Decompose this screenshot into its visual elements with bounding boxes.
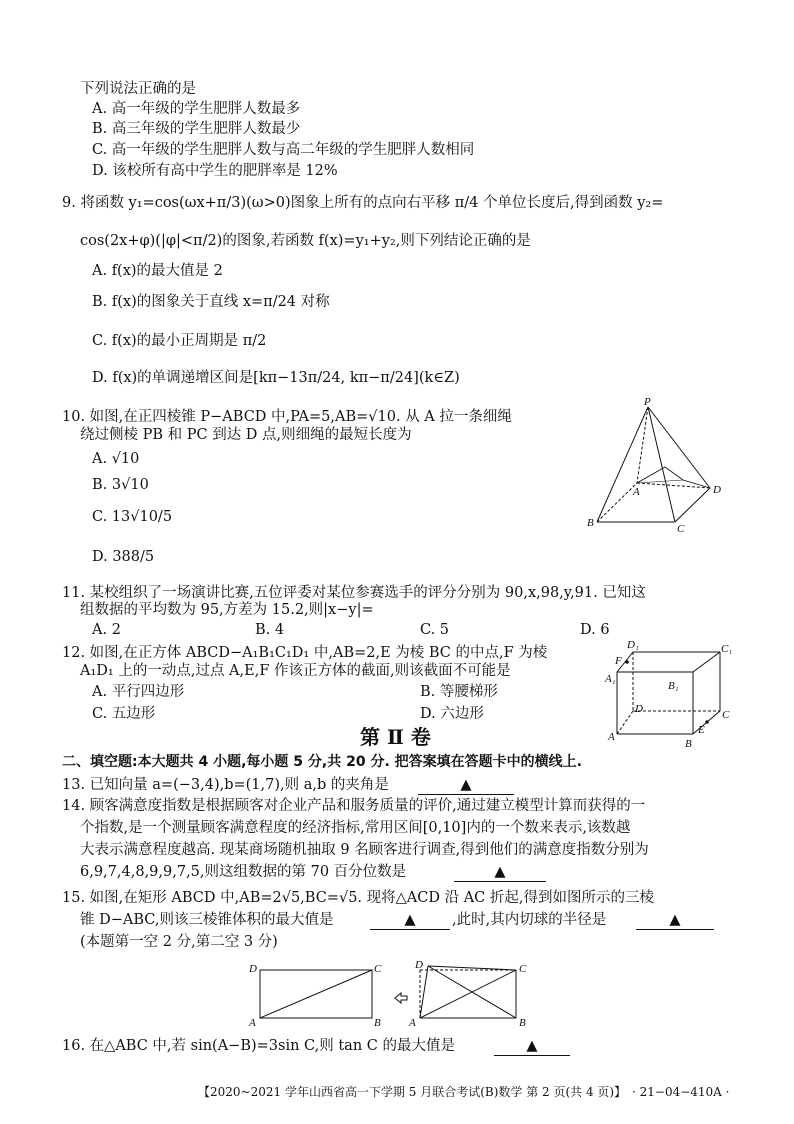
fig15-label-d: D bbox=[249, 963, 257, 975]
q15-answer-blank-2: ▲ bbox=[636, 911, 714, 930]
pyramid-figure bbox=[585, 395, 735, 535]
fig15-folded-label-d: D bbox=[415, 959, 423, 971]
fig15-folded-label-c: C bbox=[519, 963, 527, 975]
fig12-label-a: A bbox=[608, 731, 615, 743]
fig12-label-b1: B₁ bbox=[668, 680, 679, 692]
q14-line2: 个指数,是一个测量顾客满意程度的经济指标,常用区间[0,10]内的一个数来表示,该数越 bbox=[80, 820, 631, 836]
q9-option-a: A. f(x)的最大值是 2 bbox=[92, 263, 223, 279]
fig10-label-a: A bbox=[633, 486, 640, 498]
q11-option-b: B. 4 bbox=[255, 622, 285, 638]
fig10-label-d: D bbox=[713, 484, 721, 496]
q13-text: 13. 已知向量 a=(−3,4),b=(1,7),则 a,b 的夹角是 bbox=[62, 777, 389, 793]
fig15-folded-label-b: B bbox=[519, 1017, 526, 1029]
q12-option-b: B. 等腰梯形 bbox=[420, 684, 498, 700]
q16-answer-blank: ▲ bbox=[494, 1037, 570, 1056]
fig10-label-c: C bbox=[677, 523, 685, 535]
q12-option-a: A. 平行四边形 bbox=[92, 684, 185, 700]
fig12-label-f: F bbox=[615, 655, 622, 667]
cube-figure bbox=[605, 636, 733, 751]
page-footer-left: 【2020~2021 学年山西省高一下学期 5 月联合考试(B)数学 第 2 页(共 4 页)】 bbox=[198, 1085, 627, 1099]
q13-answer-blank: ▲ bbox=[418, 776, 514, 795]
fig15-label-a: A bbox=[249, 1017, 256, 1029]
q16-text: 16. 在△ABC 中,若 sin(A−B)=3sin C,则 tan C 的最大值是 bbox=[62, 1038, 455, 1054]
part2-title: 第 Ⅱ 卷 bbox=[360, 725, 431, 749]
q14-answer-blank: ▲ bbox=[454, 863, 546, 882]
fig15-folded-label-a: A bbox=[409, 1017, 416, 1029]
q11-option-a: A. 2 bbox=[92, 622, 121, 638]
fig10-label-b: B bbox=[587, 517, 594, 529]
fig12-label-a1: A₁ bbox=[605, 673, 616, 685]
q12-option-c: C. 五边形 bbox=[92, 706, 156, 722]
q15-line2a: 锥 D−ABC,则该三棱锥体积的最大值是 bbox=[80, 912, 334, 928]
q8-intro: 下列说法正确的是 bbox=[80, 81, 196, 97]
q11-line2: 组数据的平均数为 95,方差为 15.2,则|x−y|= bbox=[80, 602, 374, 618]
q14-line3: 大表示满意程度越高. 现某商场随机抽取 9 名顾客进行调查,得到他们的满意度指数分别为 bbox=[80, 842, 649, 858]
fill-in-section-heading: 二、填空题:本大题共 4 小题,每小题 5 分,共 20 分. 把答案填在答题卡中的横线上. bbox=[62, 754, 582, 770]
q10-line1: 10. 如图,在正四棱锥 P−ABCD 中,PA=5,AB=√10. 从 A 拉一条细绳 bbox=[62, 409, 512, 425]
q10-option-b: B. 3√10 bbox=[92, 477, 149, 493]
q8-option-c: C. 高一年级的学生肥胖人数与高二年级的学生肥胖人数相同 bbox=[92, 142, 475, 158]
q15-line3: (本题第一空 2 分,第二空 3 分) bbox=[80, 934, 278, 950]
q8-option-a: A. 高一年级的学生肥胖人数最多 bbox=[92, 101, 301, 117]
q10-option-a: A. √10 bbox=[92, 451, 140, 467]
fig12-label-c: C bbox=[722, 709, 730, 721]
fig12-label-e: E bbox=[698, 724, 705, 736]
q11-line1: 11. 某校组织了一场演讲比赛,五位评委对某位参赛选手的评分分别为 90,x,98,y,91. 已知这 bbox=[62, 585, 646, 601]
q10-option-c: C. 13√10/5 bbox=[92, 509, 173, 525]
q15-line1: 15. 如图,在矩形 ABCD 中,AB=2√5,BC=√5. 现将△ACD 沿 AC 折起,得到如图所示的三棱 bbox=[62, 890, 654, 906]
q14-line1: 14. 顾客满意度指数是根据顾客对企业产品和服务质量的评价,通过建立模型计算而获得的一 bbox=[62, 798, 646, 814]
q14-line4: 6,9,7,4,8,9,9,7,5,则这组数据的第 70 百分位数是 bbox=[80, 864, 407, 880]
fig12-label-d: D bbox=[635, 703, 643, 715]
fig15-label-b: B bbox=[374, 1017, 381, 1029]
fig12-label-c1: C₁ bbox=[721, 643, 733, 655]
fig12-label-b: B bbox=[685, 738, 692, 750]
fold-figure bbox=[245, 960, 545, 1030]
q12-line2: A₁D₁ 上的一动点,过点 A,E,F 作该正方体的截面,则该截面不可能是 bbox=[80, 663, 511, 679]
q15-answer-blank-1: ▲ bbox=[370, 911, 450, 930]
q9-line1: 9. 将函数 y₁=cos(ωx+π/3)(ω>0)图象上所有的点向右平移 π/4 个单位长度后,得到函数 y₂= bbox=[62, 195, 664, 211]
q11-option-c: C. 5 bbox=[420, 622, 450, 638]
q8-option-b: B. 高三年级的学生肥胖人数最少 bbox=[92, 121, 301, 137]
q9-option-b: B. f(x)的图象关于直线 x=π/24 对称 bbox=[92, 294, 330, 310]
fig15-label-c: C bbox=[374, 963, 382, 975]
fig12-label-d1: D₁ bbox=[627, 639, 639, 651]
fig10-label-p: P bbox=[644, 396, 651, 408]
q12-option-d: D. 六边形 bbox=[420, 706, 484, 722]
q15-line2b: ,此时,其内切球的半径是 bbox=[452, 912, 607, 928]
page-footer-right: · 21−04−410A · bbox=[632, 1085, 730, 1099]
q9-option-d: D. f(x)的单调递增区间是[kπ−13π/24, kπ−π/24](k∈Z) bbox=[92, 370, 460, 386]
q10-option-d: D. 388/5 bbox=[92, 549, 155, 565]
q11-option-d: D. 6 bbox=[580, 622, 610, 638]
q9-line2: cos(2x+φ)(|φ|<π/2)的图象,若函数 f(x)=y₁+y₂,则下列结论正确的是 bbox=[80, 233, 531, 249]
q10-line2: 绕过侧棱 PB 和 PC 到达 D 点,则细绳的最短长度为 bbox=[80, 427, 412, 443]
q12-line1: 12. 如图,在正方体 ABCD−A₁B₁C₁D₁ 中,AB=2,E 为棱 BC 的中点,F 为棱 bbox=[62, 645, 548, 661]
q8-option-d: D. 该校所有高中学生的肥胖率是 12% bbox=[92, 163, 338, 179]
q9-option-c: C. f(x)的最小正周期是 π/2 bbox=[92, 333, 267, 349]
